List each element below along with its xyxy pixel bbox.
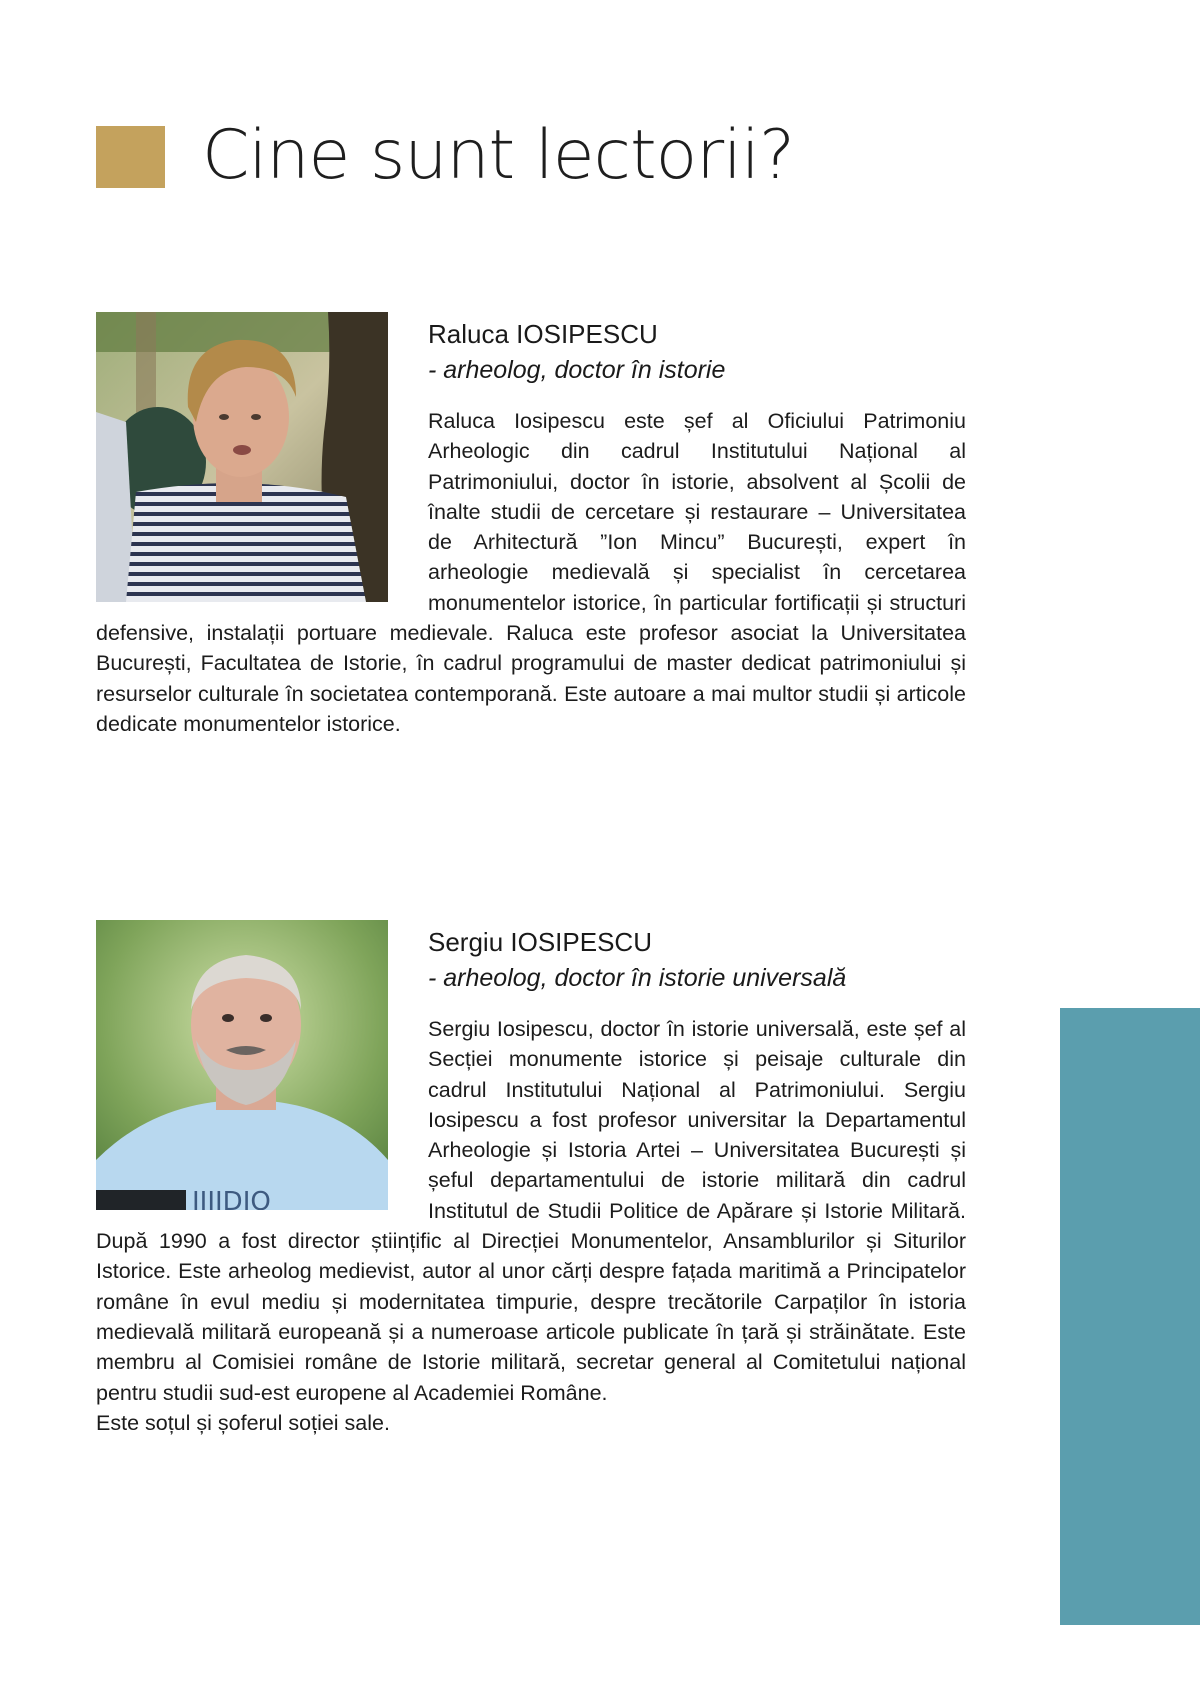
- lecturer-bio-closing: Este soțul și șoferul soției sale.: [96, 1410, 390, 1435]
- lecturer-role: - arheolog, doctor în istorie: [428, 356, 726, 384]
- lecturer-name: Raluca IOSIPESCU: [428, 319, 658, 349]
- lecturer-bio: Raluca Iosipescu este șef al Oficiului Patrimoniu Arheologic din cadrul Institutului Național al Patrimoniului, doctor în istorie, absolvent al Școlii de înalte studii de cercetare și restaurare – Universitatea de Arhitectură ”Ion Mincu” București, expert în arheologie medievală și specialist în cercetarea monumentelor istorice, în particular fortificații și structuri defensive, instalații portuare medievale. Raluca este profesor asociat la Universitatea București, Facultatea de Istorie, în cadrul programului de master dedicat patrimoniului și resurselor culturale în societatea contemporană. Este autoare a mai multor studii și articole dedicate monumentelor istorice.: [96, 409, 966, 736]
- lecturer-role: - arheolog, doctor în istorie universală: [428, 964, 847, 992]
- lecturer-photo-sergiu: [96, 920, 388, 1210]
- title-accent-square: [96, 126, 165, 188]
- lecturer-photo-raluca: [96, 312, 388, 602]
- svg-text:IIIIDIO: IIIIDIO: [192, 1187, 271, 1210]
- lecturer-card-sergiu: [96, 920, 966, 1438]
- side-accent-bar: [1060, 1008, 1200, 1625]
- lecturer-bio: Sergiu Iosipescu, doctor în istorie universală, este șef al Secției monumente istorice și peisaje culturale din cadrul Institutului Național al Patrimoniului. Sergiu Iosipescu a fost profesor universitar la Departamentul Arheologie și Istoria Artei – Universitatea București și șeful departamentului de istorie militară din cadrul Institutul de Studii Politice de Apărare și Istorie Militară. După 1990 a fost director științific al Direcției Monumentelor, Ansamblurilor și Siturilor Istorice. Este arheolog medievist, autor al unor cărți despre fațada maritimă a Principatelor române în evul mediu și modernitatea timpurie, despre trecătorile Carpaților în istoria medievală militară europeană și a numeroase articole publicate în țară și străinătate. Este membru al Comisiei române de Istorie militară, secretar general al Comitetului național pentru studii sud-est europene al Academiei Române.: [96, 1017, 966, 1405]
- lecturer-card-raluca: [96, 312, 966, 739]
- page-title: Cine sunt lectorii?: [202, 116, 795, 195]
- lecturer-name: Sergiu IOSIPESCU: [428, 927, 652, 957]
